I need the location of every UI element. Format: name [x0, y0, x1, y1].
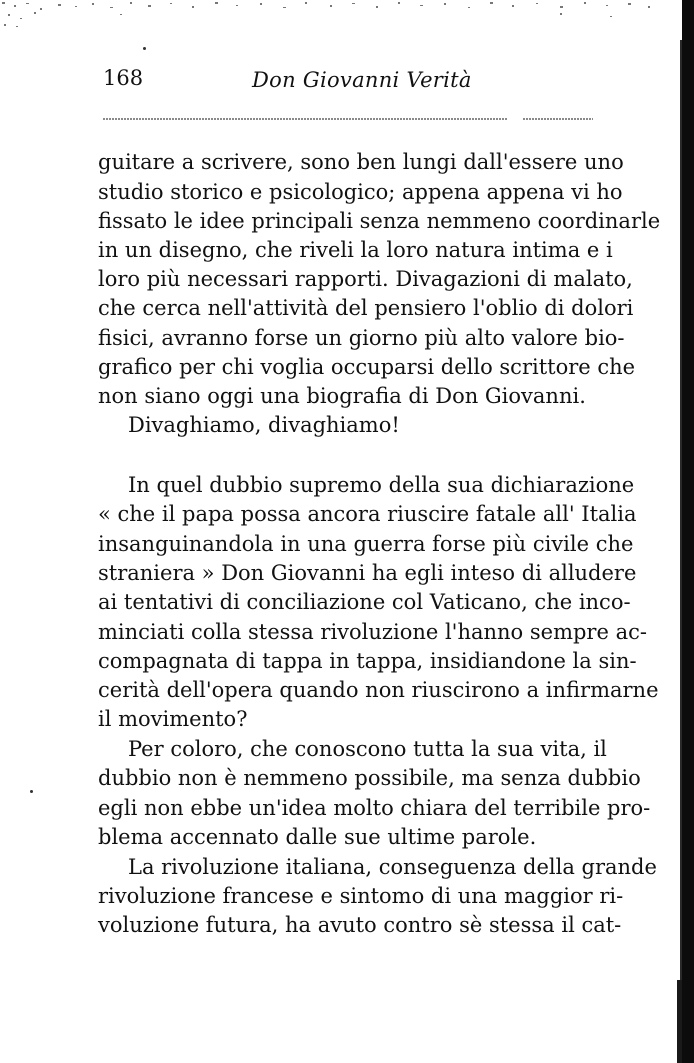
text-line: voluzione futura, ha avuto contro sè stessa il cat- — [98, 913, 622, 937]
text-line: blema accennato dalle sue ultime parole. — [98, 825, 537, 849]
text-line: minciati colla stessa rivoluzione l'hanno sempre ac- — [98, 620, 647, 644]
text-line: Divaghiamo, divaghiamo! — [128, 413, 400, 437]
text-line: non siano oggi una biografia di Don Giovanni. — [98, 384, 586, 408]
text-line: fisici, avranno forse un giorno più alto valore bio- — [98, 326, 625, 350]
text-line: cerità dell'opera quando non riuscirono a infirmarne — [98, 678, 659, 702]
page-edge-shadow — [672, 0, 694, 1063]
text-line: La rivoluzione italiana, conseguenza della grande — [128, 855, 657, 879]
scan-noise-top — [0, 0, 694, 30]
running-title: Don Giovanni Verità — [252, 68, 472, 92]
text-line: « che il papa possa ancora riuscire fatale all' Italia — [98, 502, 637, 526]
text-line: fissato le idee principali senza nemmeno coordinarle — [98, 209, 661, 233]
text-line: rivoluzione francese e sintomo di una maggior ri- — [98, 884, 624, 908]
text-line: loro più necessari rapporti. Divagazioni di malato, — [98, 267, 633, 291]
text-line: guitare a scrivere, sono ben lungi dall'essere uno — [98, 150, 624, 174]
scan-speck — [143, 47, 146, 50]
text-line: ai tentativi di conciliazione col Vaticano, che inco- — [98, 590, 631, 614]
text-line: compagnata di tappa in tappa, insidiandone la sin- — [98, 649, 637, 673]
text-line: studio storico e psicologico; appena appena vi ho — [98, 180, 623, 204]
text-line: egli non ebbe un'idea molto chiara del terribile pro- — [98, 796, 651, 820]
text-line: in un disegno, che riveli la loro natura intima e i — [98, 238, 613, 262]
text-line: dubbio non è nemmeno possibile, ma senza dubbio — [98, 766, 641, 790]
text-line: che cerca nell'attività del pensiero l'oblio di dolori — [98, 296, 634, 320]
text-line: il movimento? — [98, 707, 248, 731]
text-line: grafico per chi voglia occuparsi dello scrittore che — [98, 355, 636, 379]
text-line: straniera » Don Giovanni ha egli inteso di alludere — [98, 561, 637, 585]
scan-speck — [30, 790, 33, 793]
page-number: 168 — [103, 66, 144, 90]
text-line: insanguinandola in una guerra forse più civile che — [98, 532, 634, 556]
header-rule — [103, 118, 593, 120]
text-line: Per coloro, che conoscono tutta la sua vita, il — [128, 737, 607, 761]
text-line: In quel dubbio supremo della sua dichiarazione — [128, 473, 635, 497]
